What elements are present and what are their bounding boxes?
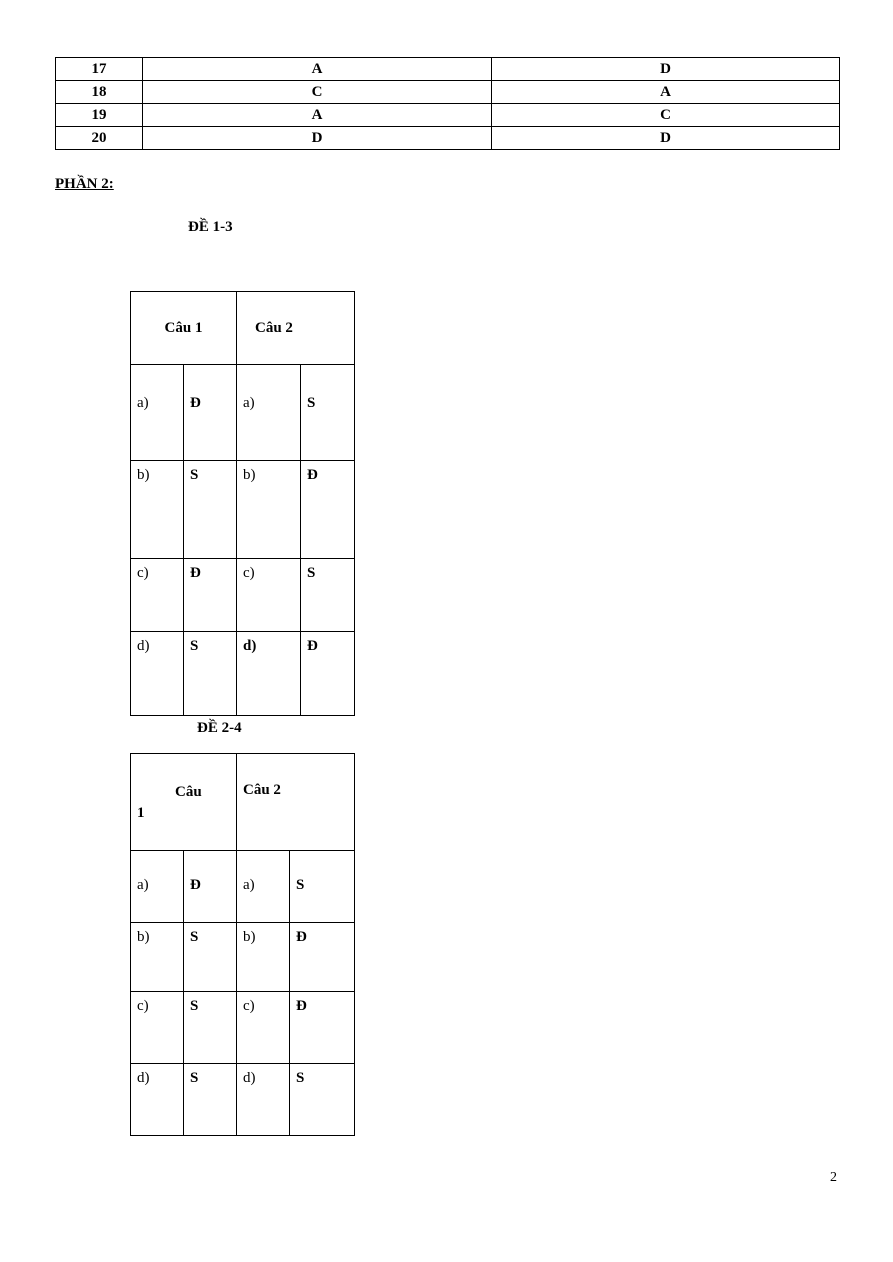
header-cau2: Câu 2 [237, 292, 355, 365]
de13-table [130, 291, 355, 716]
item-answer: S [184, 461, 237, 559]
item-answer: S [184, 992, 237, 1064]
table-row [131, 1064, 355, 1136]
item-label: c) [131, 559, 184, 632]
item-label: d) [131, 632, 184, 716]
table-row [131, 851, 355, 923]
item-label: b) [131, 923, 184, 992]
item-label: c) [237, 992, 290, 1064]
header-cau1 [131, 754, 237, 851]
item-answer: Đ [301, 461, 355, 559]
item-answer: Đ [301, 632, 355, 716]
part2-title: PHẦN 2: [55, 176, 114, 192]
answer-cell: D [492, 127, 840, 150]
answer-cell: D [492, 58, 840, 81]
item-answer: Đ [184, 559, 237, 632]
item-answer: S [184, 1064, 237, 1136]
table-header-row [131, 754, 355, 851]
item-answer: S [301, 365, 355, 461]
answer-cell: C [492, 104, 840, 127]
item-label: a) [237, 365, 301, 461]
header-cau1-line1: Câu [175, 784, 202, 800]
item-label: d) [131, 1064, 184, 1136]
de24-title: ĐỀ 2-4 [197, 720, 242, 736]
header-cau1: Câu 1 [131, 292, 237, 365]
answer-cell: C [143, 81, 492, 104]
item-label: b) [131, 461, 184, 559]
item-answer: Đ [184, 365, 237, 461]
item-answer: Đ [290, 923, 355, 992]
de13-title: ĐỀ 1-3 [188, 219, 233, 235]
table-row [131, 559, 355, 632]
answer-cell: A [143, 104, 492, 127]
item-label: b) [237, 923, 290, 992]
item-label: c) [237, 559, 301, 632]
table-row [131, 632, 355, 716]
item-label: a) [131, 851, 184, 923]
item-answer: Đ [184, 851, 237, 923]
row-number: 20 [56, 127, 143, 150]
item-answer: S [290, 851, 355, 923]
header-cau2: Câu 2 [237, 754, 355, 851]
table-row [131, 365, 355, 461]
item-label: d) [237, 1064, 290, 1136]
table-row [131, 992, 355, 1064]
item-label: d) [237, 632, 301, 716]
answer-cell: A [143, 58, 492, 81]
de24-table [130, 753, 355, 1136]
table-row [131, 923, 355, 992]
header-cau1-line2: 1 [137, 805, 145, 821]
answer-cell: D [143, 127, 492, 150]
row-number: 19 [56, 104, 143, 127]
item-answer: S [290, 1064, 355, 1136]
item-label: b) [237, 461, 301, 559]
row-number: 18 [56, 81, 143, 104]
item-answer: S [301, 559, 355, 632]
answer-cell: A [492, 81, 840, 104]
table-row [131, 461, 355, 559]
table-row [56, 58, 840, 81]
item-label: c) [131, 992, 184, 1064]
answer-table [55, 57, 840, 150]
item-label: a) [131, 365, 184, 461]
item-label: a) [237, 851, 290, 923]
table-header-row [131, 292, 355, 365]
item-answer: Đ [290, 992, 355, 1064]
table-row [56, 127, 840, 150]
row-number: 17 [56, 58, 143, 81]
page-number: 2 [830, 1170, 837, 1185]
item-answer: S [184, 632, 237, 716]
item-answer: S [184, 923, 237, 992]
table-row [56, 104, 840, 127]
table-row [56, 81, 840, 104]
